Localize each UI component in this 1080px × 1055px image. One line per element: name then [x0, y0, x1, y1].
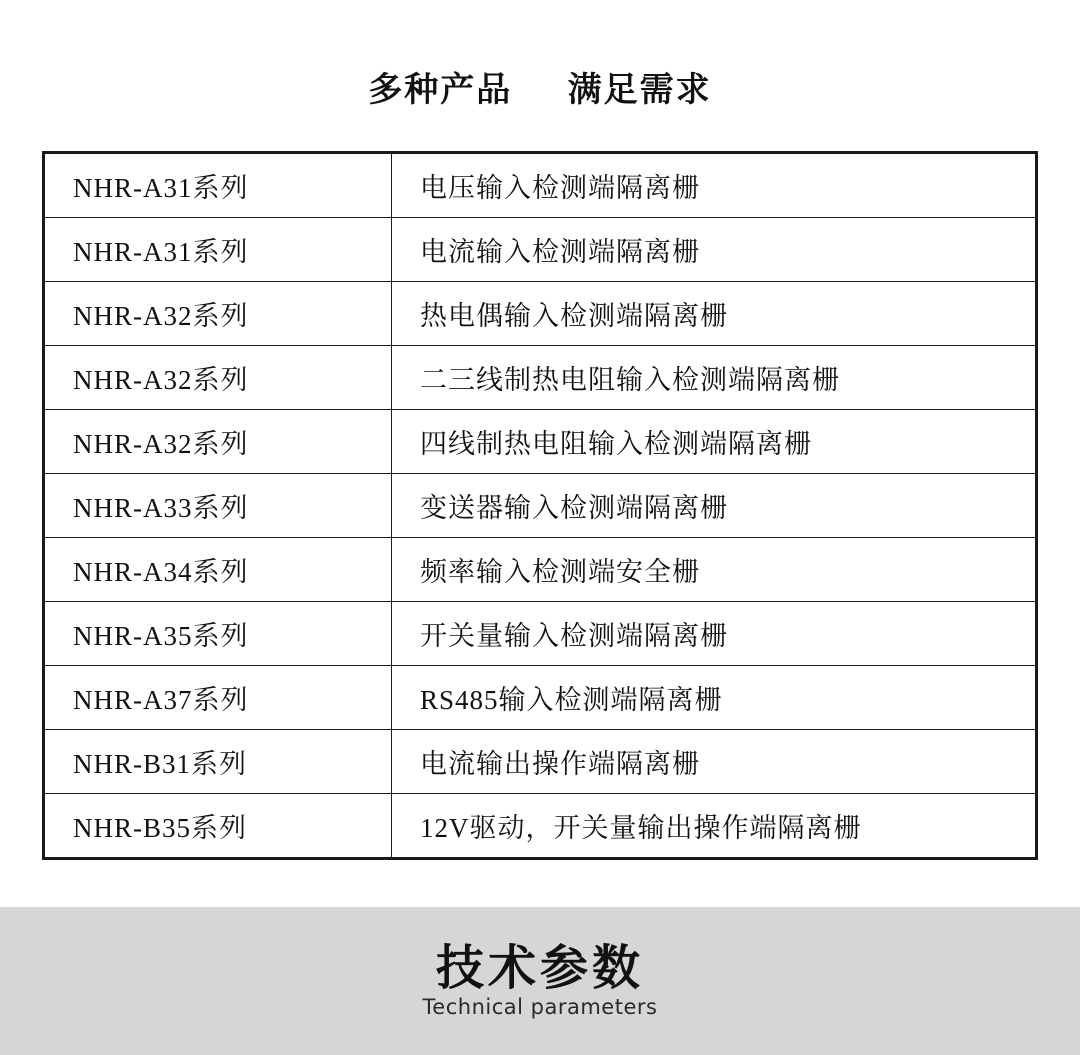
product-model: NHR-A33系列 — [45, 474, 392, 538]
product-model: NHR-A32系列 — [45, 346, 392, 410]
product-model: NHR-A34系列 — [45, 538, 392, 602]
table-row — [45, 282, 1035, 346]
product-model: NHR-A31系列 — [45, 218, 392, 282]
product-description: RS485输入检测端隔离栅 — [392, 666, 1036, 730]
table-row — [45, 218, 1035, 282]
table-row — [45, 602, 1035, 666]
product-description: 频率输入检测端安全栅 — [392, 538, 1036, 602]
product-table-body — [45, 154, 1035, 857]
product-description: 变送器输入检测端隔离栅 — [392, 474, 1036, 538]
product-table — [45, 154, 1035, 857]
product-description: 12V驱动，开关量输出操作端隔离栅 — [392, 794, 1036, 858]
product-table-container — [42, 151, 1038, 860]
product-model: NHR-A32系列 — [45, 282, 392, 346]
product-description: 开关量输入检测端隔离栅 — [392, 602, 1036, 666]
product-model: NHR-B31系列 — [45, 730, 392, 794]
product-model: NHR-B35系列 — [45, 794, 392, 858]
product-description: 四线制热电阻输入检测端隔离栅 — [392, 410, 1036, 474]
table-row — [45, 154, 1035, 218]
table-row — [45, 538, 1035, 602]
product-description: 电流输出操作端隔离栅 — [392, 730, 1036, 794]
table-row — [45, 346, 1035, 410]
product-model: NHR-A35系列 — [45, 602, 392, 666]
product-description: 电压输入检测端隔离栅 — [392, 154, 1036, 218]
table-row — [45, 730, 1035, 794]
product-model: NHR-A37系列 — [45, 666, 392, 730]
technical-parameters-banner — [0, 907, 1080, 1055]
table-row — [45, 410, 1035, 474]
product-model: NHR-A32系列 — [45, 410, 392, 474]
product-description: 二三线制热电阻输入检测端隔离栅 — [392, 346, 1036, 410]
product-description: 电流输入检测端隔离栅 — [392, 218, 1036, 282]
table-row — [45, 666, 1035, 730]
product-model: NHR-A31系列 — [45, 154, 392, 218]
footer-title: 技术参数 — [435, 939, 644, 996]
footer-subtitle: Technical parameters — [422, 995, 658, 1020]
page-title: 多种产品 满足需求 — [368, 70, 712, 110]
table-row — [45, 794, 1035, 858]
product-description: 热电偶输入检测端隔离栅 — [392, 282, 1036, 346]
table-row — [45, 474, 1035, 538]
